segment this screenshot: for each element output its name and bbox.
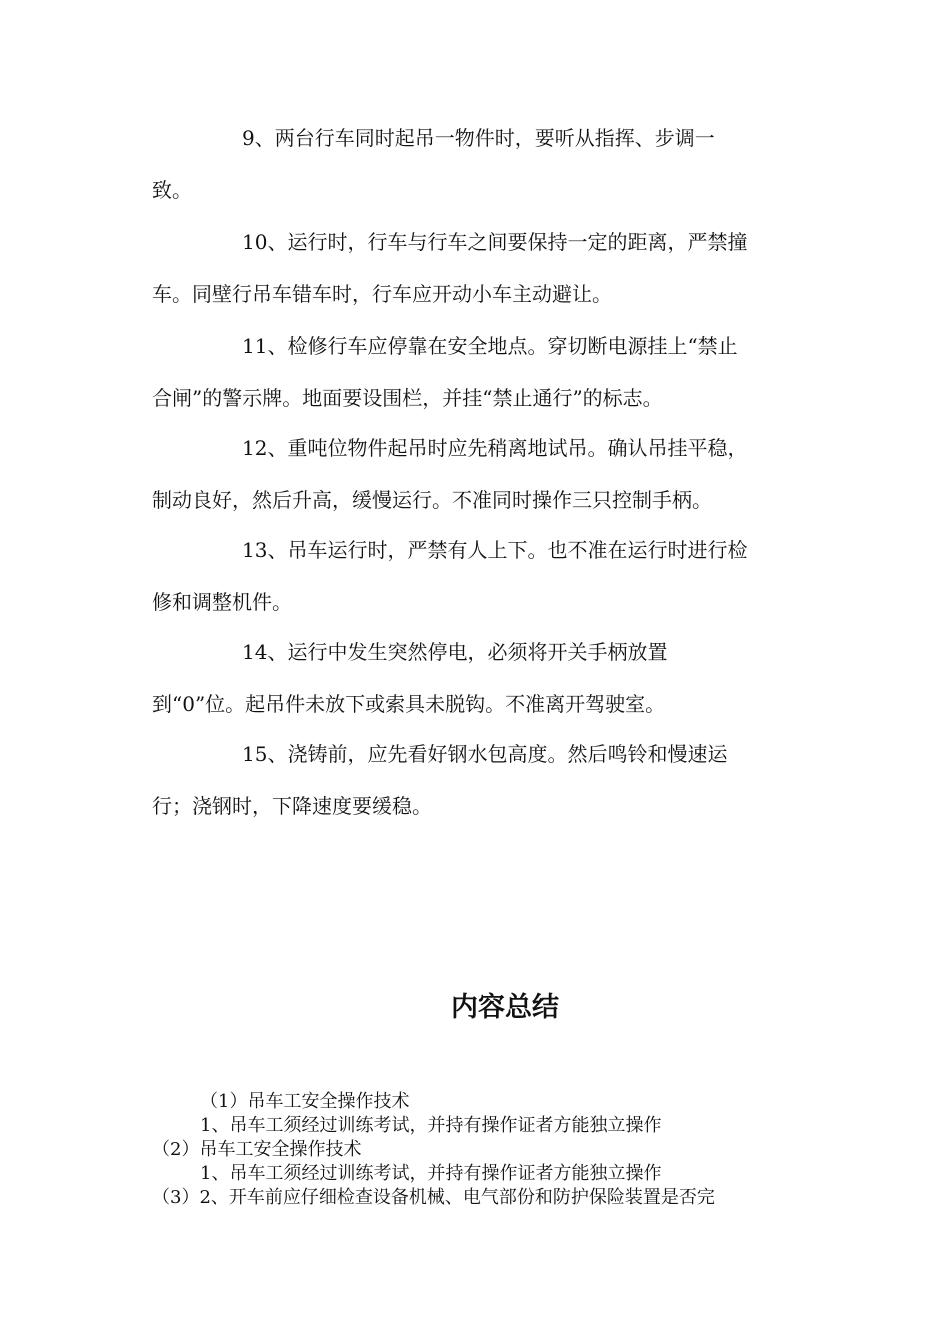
summary-line: 1、吊车工须经过训练考试，并持有操作证者方能独立操作 — [200, 1163, 662, 1184]
paragraph-continuation: 行；浇钢时，下降速度要缓稳。 — [152, 794, 432, 818]
paragraph-first-line: 9、两台行车同时起吊一物件时，要听从指挥、步调一 — [242, 126, 715, 150]
paragraph-12 — [152, 422, 812, 526]
paragraph-continuation: 到“0”位。起吊件未放下或索具未脱钩。不准离开驾驶室。 — [152, 692, 666, 716]
paragraph-first-line: 12、重吨位物件起吊时应先稍离地试吊。确认吊挂平稳， — [242, 436, 748, 460]
paragraph-first-line: 14、运行中发生突然停电，必须将开关手柄放置 — [242, 640, 668, 664]
paragraph-14 — [152, 626, 812, 730]
paragraph-continuation: 修和调整机件。 — [152, 590, 292, 614]
paragraph-continuation: 制动良好，然后升高，缓慢运行。不准同时操作三只控制手柄。 — [152, 488, 712, 512]
paragraph-continuation: 合闸”的警示牌。地面要设围栏，并挂“禁止通行”的标志。 — [152, 386, 663, 410]
paragraph-9 — [152, 112, 812, 216]
summary-line: 1、吊车工须经过训练考试，并持有操作证者方能独立操作 — [200, 1115, 662, 1136]
paragraph-continuation: 致。 — [152, 178, 192, 202]
paragraph-first-line: 13、吊车运行时，严禁有人上下。也不准在运行时进行检 — [242, 538, 748, 562]
summary-line: （3）2、开车前应仔细检查设备机械、电气部份和防护保险装置是否完 — [152, 1187, 715, 1208]
paragraph-first-line: 15、浇铸前，应先看好钢水包高度。然后鸣铃和慢速运 — [242, 742, 728, 766]
paragraph-11 — [152, 320, 812, 424]
paragraph-15 — [152, 728, 812, 832]
summary-title: 内容总结 — [451, 992, 559, 1023]
paragraph-first-line: 10、运行时，行车与行车之间要保持一定的距离，严禁撞 — [242, 230, 748, 254]
paragraph-first-line: 11、检修行车应停靠在安全地点。穿切断电源挂上“禁止 — [242, 334, 738, 358]
paragraph-13 — [152, 524, 812, 628]
paragraph-continuation: 车。同壁行吊车错车时，行车应开动小车主动避让。 — [152, 282, 612, 306]
summary-line: （2）吊车工安全操作技术 — [152, 1139, 362, 1160]
paragraph-10 — [152, 216, 812, 320]
summary-line: （1）吊车工安全操作技术 — [200, 1091, 410, 1112]
